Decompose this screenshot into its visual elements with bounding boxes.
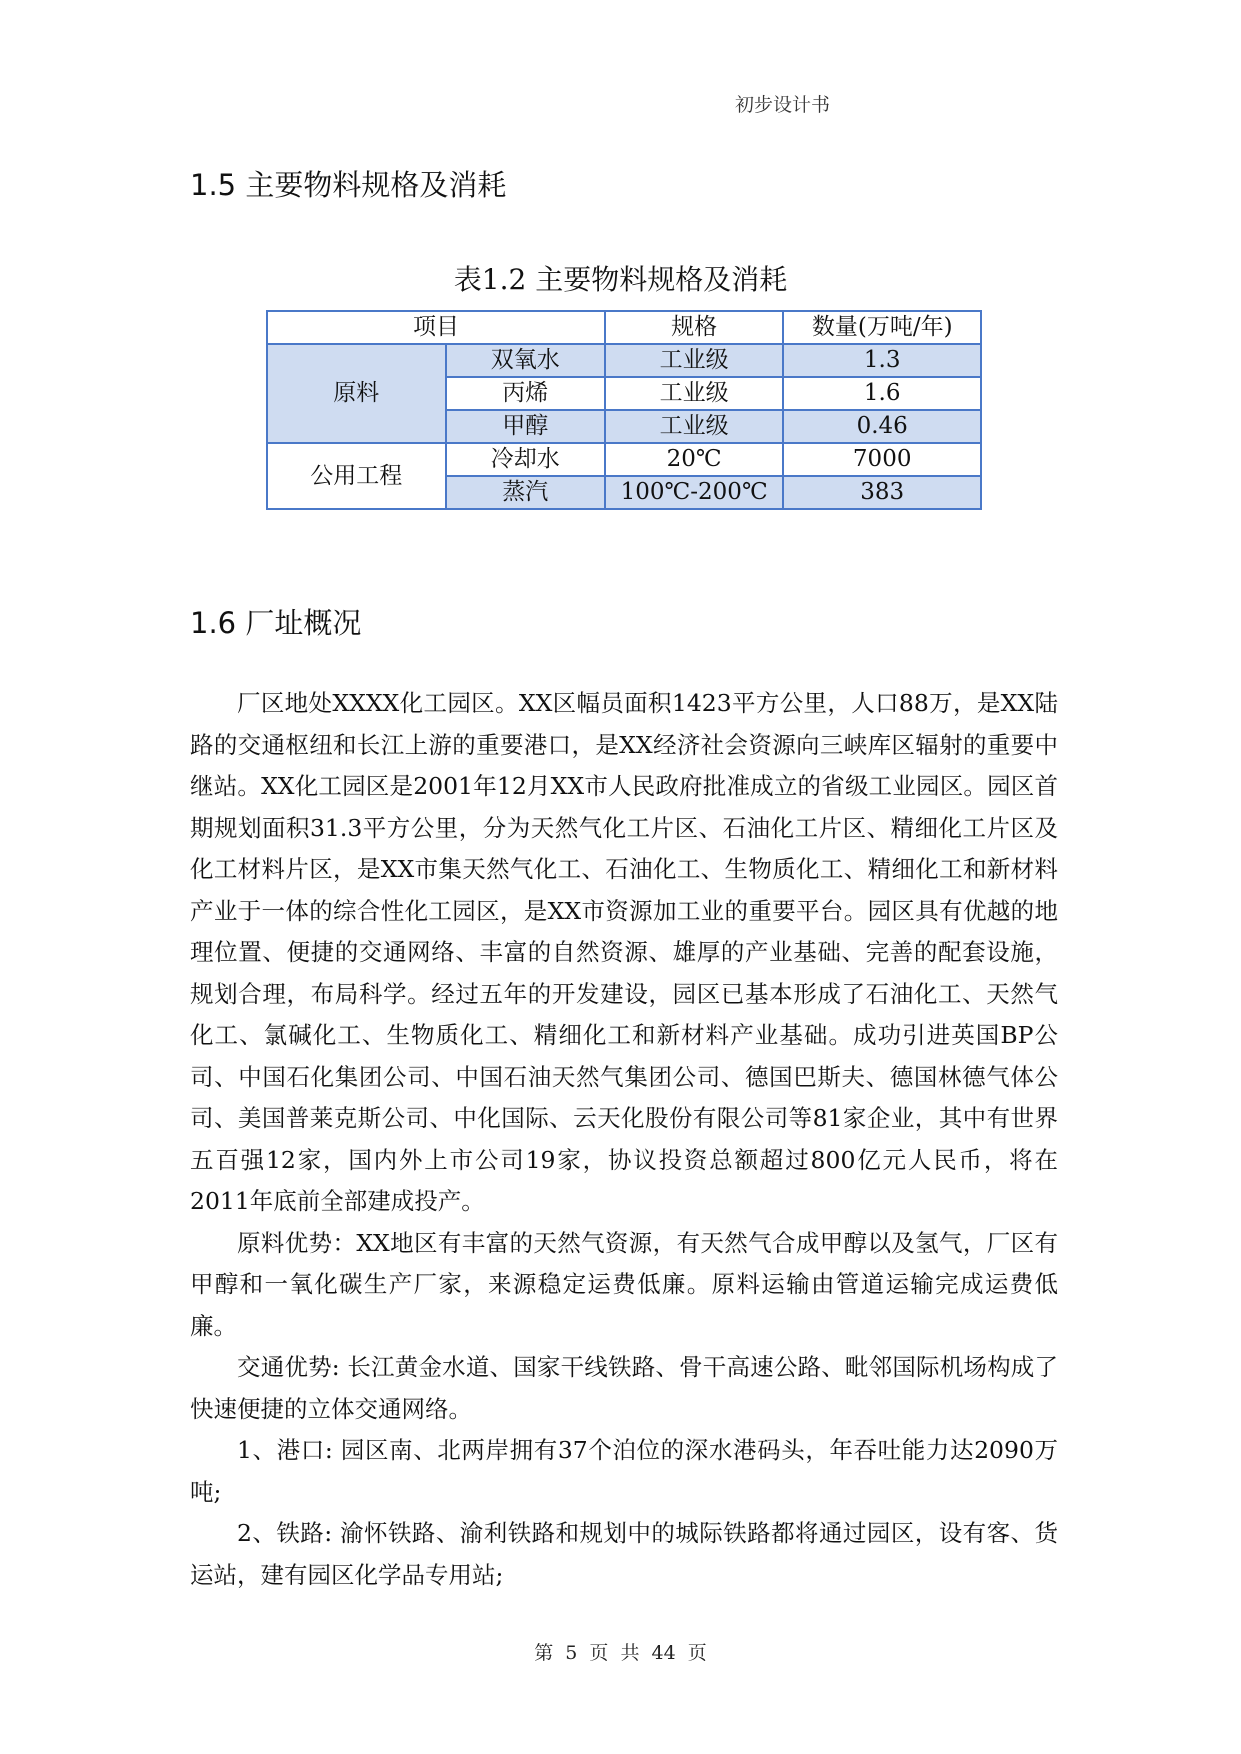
table-header-row — [267, 311, 981, 344]
paragraph: 交通优势: 长江黄金水道、国家干线铁路、骨干高速公路、毗邻国际机场构成了快速便捷的立体交通网络。 — [190, 1353, 1058, 1423]
section-heading-1-5: 1.5 主要物料规格及消耗 — [190, 168, 507, 202]
material-qty: 0.46 — [783, 410, 981, 443]
group-cell: 公用工程 — [267, 443, 446, 509]
running-header: 初步设计书 — [735, 94, 831, 116]
header-qty: 数量(万吨/年) — [783, 311, 981, 344]
material-qty: 383 — [783, 476, 981, 509]
body-text — [190, 683, 1058, 1596]
group-cell: 原料 — [267, 344, 446, 443]
table-caption: 表1.2 主要物料规格及消耗 — [453, 263, 788, 296]
material-name: 甲醇 — [446, 410, 605, 443]
material-spec: 工业级 — [605, 410, 784, 443]
material-spec: 20℃ — [605, 443, 784, 476]
material-spec: 工业级 — [605, 377, 784, 410]
paragraph: 厂区地处XXXX化工园区。XX区幅员面积1423平方公里，人口88万，是XX陆路的交通枢纽和长江上游的重要港口，是XX经济社会资源向三峡库区辐射的重要中继站。XX化工园区是2001年12月XX市人民政府批准成立的省级工业园区。园区首期规划面积31.3平方公里，分为天然气化工片区、石油化工片区、精细化工片区及化工材料片区，是XX市集天然气化工、石油化工、生物质化工、精细化工和新材料产业于一体的综合性化工园区，是XX市资源加工业的重要平台。园区具有优越的地理位置、便捷的交通网络、丰富的自然资源、雄厚的产业基础、完善的配套设施，规划合理，布局科学。经过五年的开发建设，园区已基本形成了石油化工、天然气化工、氯碱化工、生物质化工、精细化工和新材料产业基础。成功引进英国BP公司、中国石化集团公司、中国石油天然气集团公司、德国巴斯夫、德国林德气体公司、美国普莱克斯公司、中化国际、云天化股份有限公司等81家企业，其中有世界五百强12家，国内外上市公司19家，协议投资总额超过800亿元人民币，将在2011年底前全部建成投产。 — [190, 689, 1058, 1215]
paragraph: 原料优势：XX地区有丰富的天然气资源，有天然气合成甲醇以及氢气，厂区有甲醇和一氧化碳生产厂家，来源稳定运费低廉。原料运输由管道运输完成运费低廉。 — [190, 1228, 1058, 1340]
material-qty: 1.3 — [783, 344, 981, 377]
header-spec: 规格 — [605, 311, 784, 344]
paragraph: 2、铁路: 渝怀铁路、渝利铁路和规划中的城际铁路都将通过园区，设有客、货运站，建有园区化学品专用站; — [190, 1519, 1058, 1589]
materials-table — [266, 310, 982, 510]
section-heading-1-6: 1.6 厂址概况 — [190, 606, 362, 640]
material-name: 冷却水 — [446, 443, 605, 476]
table-row — [267, 344, 981, 377]
material-qty: 7000 — [783, 443, 981, 476]
material-spec: 100℃-200℃ — [605, 476, 784, 509]
material-qty: 1.6 — [783, 377, 981, 410]
page-number-footer: 第 5 页 共 44 页 — [534, 1642, 707, 1664]
table-row — [267, 443, 981, 476]
header-item: 项目 — [267, 311, 605, 344]
material-name: 双氧水 — [446, 344, 605, 377]
paragraph: 1、港口: 园区南、北两岸拥有37个泊位的深水港码头，年吞吐能力达2090万吨; — [190, 1436, 1058, 1506]
material-name: 丙烯 — [446, 377, 605, 410]
material-name: 蒸汽 — [446, 476, 605, 509]
material-spec: 工业级 — [605, 344, 784, 377]
